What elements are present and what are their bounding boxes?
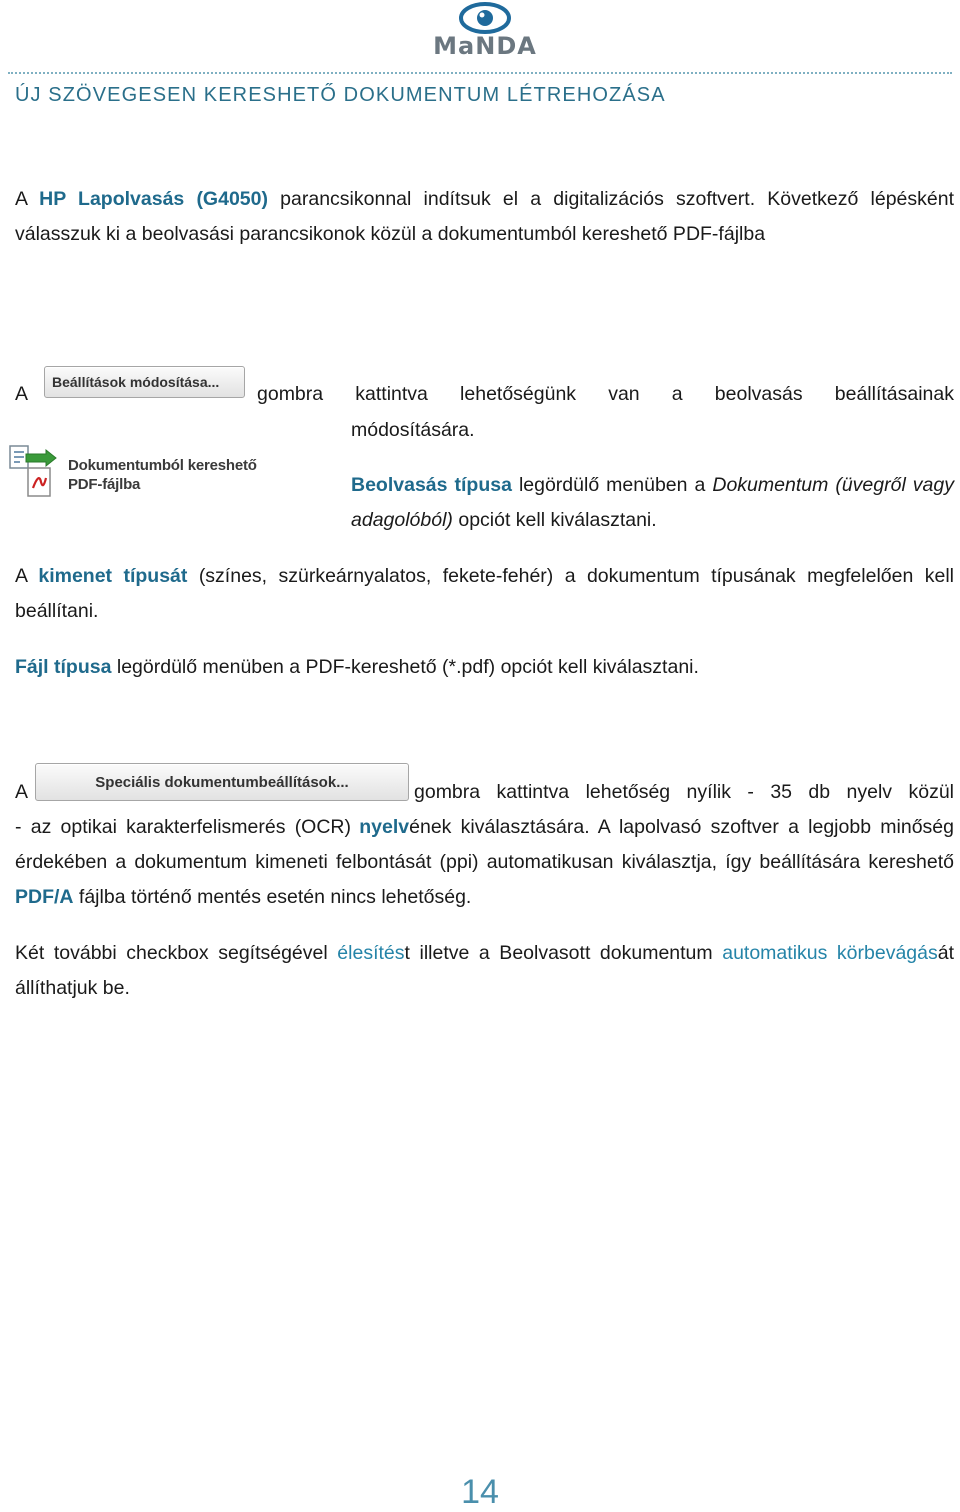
settings-a: A xyxy=(15,383,29,405)
checkbox-paragraph xyxy=(15,936,954,1006)
checkbox-text-3: át állíthatjuk be. xyxy=(15,942,955,999)
ocr-text-2: ének kiválasztására. A lapolvasó szoftver a legjobb minőség érdekében a dokumentum kimeneti felbontását (ppi) automatikusan kiválasztja, így beállítására kereshető xyxy=(15,816,954,873)
header-divider xyxy=(8,72,952,74)
settings-button-label: Beállítások módosítása... xyxy=(52,374,220,390)
document-pdf-icon xyxy=(6,442,62,502)
scan-type-label: Beolvasás típusa xyxy=(351,474,512,496)
file-type-paragraph xyxy=(15,650,954,685)
file-type-label: Fájl típusa xyxy=(15,656,112,678)
ocr-paragraph xyxy=(15,810,954,915)
eye-logo-icon xyxy=(415,2,555,36)
file-type-text: legördülő menüben a PDF-kereshető (*.pdf) opciót kell kiválasztani. xyxy=(116,656,699,678)
settings-text: gombra kattintva lehetőségünk van a beolvasás beállításainak xyxy=(257,383,954,405)
scan-type-option: Dokumentum (üvegről vagy adagolóból) xyxy=(351,474,954,531)
output-text: (színes, szürkeárnyalatos, fekete-fehér) a dokumentum típusának megfelelően kell beállítani. xyxy=(15,565,954,622)
scan-type-paragraph xyxy=(351,468,954,538)
ocr-text: - az optikai karakterfelismerés (OCR) xyxy=(15,816,352,838)
settings-change-button[interactable] xyxy=(44,366,245,398)
pdfa-highlight: PDF/A xyxy=(15,886,74,908)
pdf-scan-shortcut[interactable] xyxy=(6,442,286,504)
logo-text: MaNDA xyxy=(433,32,537,60)
output-paragraph xyxy=(15,559,954,629)
scan-shortcut-label xyxy=(68,456,257,494)
settings-text-2: módosítására. xyxy=(351,419,475,441)
language-highlight: nyelv xyxy=(359,816,410,838)
special-settings-button[interactable] xyxy=(35,763,409,801)
scan-type-end: opciót kell kiválasztani. xyxy=(458,509,657,531)
page-number: 14 xyxy=(461,1473,499,1511)
special-button-label: Speciális dokumentumbeállítások... xyxy=(95,773,349,791)
output-type-label: kimenet típusát xyxy=(38,565,188,587)
auto-crop-highlight: automatikus körbevágás xyxy=(722,942,938,964)
manda-logo xyxy=(415,2,555,62)
checkbox-text-2: t illetve a Beolvasott dokumentum xyxy=(404,942,713,964)
intro-text: parancsikonnal indítsuk el a digitalizációs szoftvert. Következő lépésként válasszuk ki a beolvasási parancsikonok közül a dokumentumból kereshető PDF-fájlba xyxy=(15,188,954,245)
output-a: A xyxy=(15,565,27,587)
checkbox-text-1: Két további checkbox segítségével xyxy=(15,942,328,964)
hp-scan-link: HP Lapolvasás (G4050) xyxy=(39,188,268,210)
intro-paragraph xyxy=(15,182,954,252)
scan-type-mid: legördülő menüben a xyxy=(518,474,706,496)
ocr-text-3: fájlba történő mentés esetén nincs lehetőség. xyxy=(78,886,472,908)
intro-a: A xyxy=(15,188,27,210)
special-a: A xyxy=(15,781,29,803)
page-title: ÚJ SZÖVEGESEN KERESHETŐ DOKUMENTUM LÉTREHOZÁSA xyxy=(15,84,666,106)
sharpening-highlight: élesítés xyxy=(337,942,405,964)
special-text-1: gombra kattintva lehetőség nyílik - 35 db nyelv közül xyxy=(414,781,954,803)
scan-label-line2: PDF-fájlba xyxy=(68,476,141,493)
scan-label-line1: Dokumentumból kereshető xyxy=(68,457,257,474)
